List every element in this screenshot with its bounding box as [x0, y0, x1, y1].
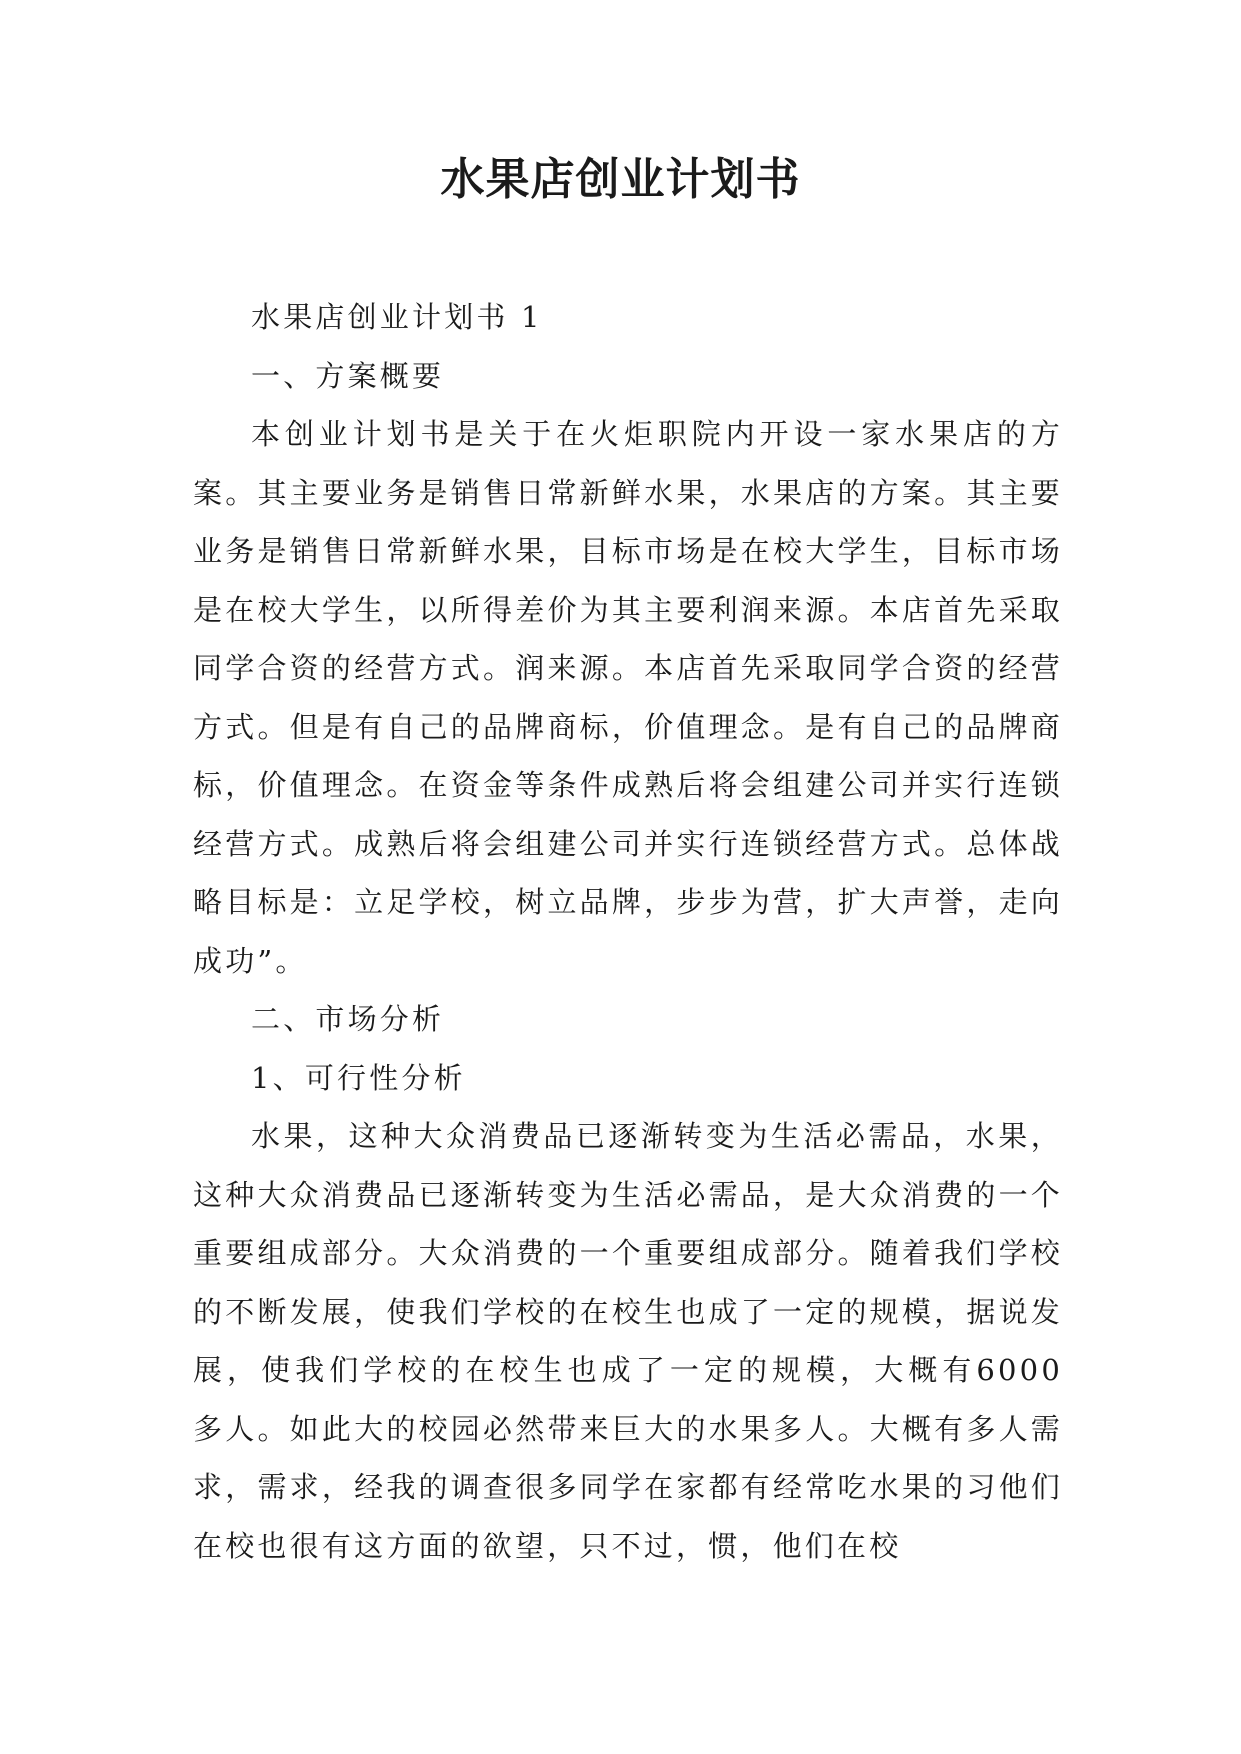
paragraph-feasibility: 水果，这种大众消费品已逐渐转变为生活必需品，水果，这种大众消费品已逐渐转变为生活必需品，是大众消费的一个重要组成部分。大众消费的一个重要组成部分。随着我们学校的不断发展，使我们学校的在校生也成了一定的规模，据说发展，使我们学校的在校生也成了一定的规模，大概有6000 多人。如此大的校园必然带来巨大的水果多人。大概有多人需求，需求，经我的调查很多同学在家都有经常吃水果的习他们在校也很有这方面的欲望，只不过，惯，他们在校 — [193, 1119, 1063, 1563]
section-heading-plan-1: 水果店创业计划书 1 — [251, 300, 543, 334]
document-title: 水果店创业计划书 — [440, 154, 801, 205]
document-body — [193, 288, 1063, 1575]
section-heading-overview: 一、方案概要 — [251, 358, 445, 393]
section-heading-market-analysis: 二、市场分析 — [251, 1002, 445, 1036]
subheading-feasibility: 1、可行性分析 — [251, 1060, 466, 1095]
paragraph-overview: 本创业计划书是关于在火炬职院内开设一家水果店的方案。其主要业务是销售日常新鲜水果，水果店的方案。其主要业务是销售日常新鲜水果，目标市场是在校大学生，目标市场是在校大学生，以所得差价为其主要利润来源。本店首先采取同学合资的经营方式。润来源。本店首先采取同学合资的经营方式。但是有自己的品牌商标，价值理念。是有自己的品牌商标，价值理念。在资金等条件成熟后将会组建公司并实行连锁经营方式。成熟后将会组建公司并实行连锁经营方式。总体战略目标是：立足学校，树立品牌，步步为营，扩大声誉，走向成功”。 — [193, 417, 1063, 978]
